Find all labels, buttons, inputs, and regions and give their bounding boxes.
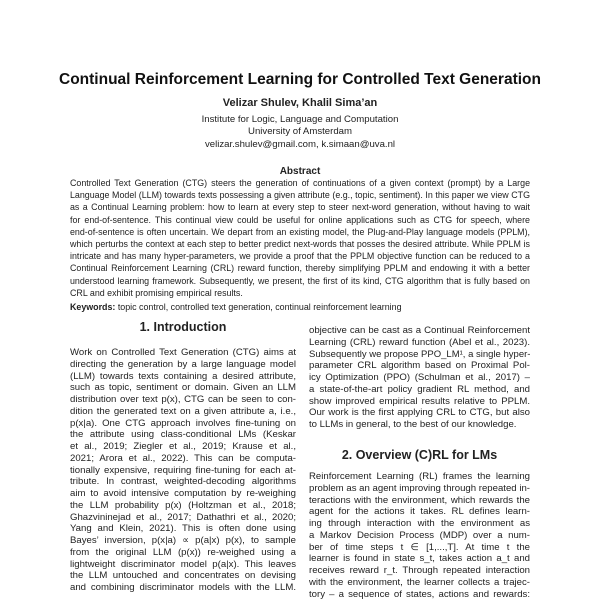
text-line: as a Continual Learning problem: how to learn at every step to steer next-word generation, without having to wait <box>70 202 530 213</box>
text-line: receives reward r_t. Through repeated interaction <box>309 565 530 576</box>
text-line: a Markov Decision Process (MDP) over a num- <box>309 529 530 541</box>
text-line: Our work is the first applying CRL to CTG, but also <box>309 407 530 419</box>
text-line: intricate and has many hyper-parameters, we provide a proof that the PPLM objective function can be reduced to a <box>70 251 530 262</box>
text-line: from the original LLM (p(x)) re-weighed using a <box>70 546 296 558</box>
text-line: Work on Controlled Text Generation (CTG) aims at <box>70 347 296 358</box>
text-line: show improved empirical results relative to PPLM. <box>309 395 530 407</box>
text-line: Controlled Text Generation (CTG) steers the generation of continuations of a given context (prompt) by a Large <box>70 178 530 188</box>
text-line: dition the generated text on a given attribute a, i.e., <box>70 405 296 417</box>
text-line: Reinforcement Learning (RL) frames the learning <box>309 471 530 482</box>
text-line: icy Optimization (PPO) (Schulman et al., 2017) – <box>309 372 530 383</box>
text-line: agent for the actions it takes. RL defines learn- <box>309 506 530 518</box>
keywords-label: Keywords: <box>70 302 116 312</box>
text-line: Yang and Klein, 2021). This is often done using <box>70 523 296 535</box>
paper-authors: Velizar Shulev, Khalil Sima’an <box>222 97 378 109</box>
text-line: tionally expensive, requiring fine-tuning for each at- <box>70 464 296 476</box>
author-emails: velizar.shulev@gmail.com, k.simaan@uva.nl <box>204 139 396 150</box>
text-line: with the environment, the learner collects a trajec- <box>309 576 530 588</box>
text-line: the attribute using class-conditional LMs (Keskar <box>70 429 296 441</box>
text-line: problem as an agent improving through repeated in- <box>309 482 530 494</box>
text-line: objective can be cast as a Continual Reinforcement <box>309 325 530 336</box>
text-line: tribute. In contrast, weighted-decoding algorithms <box>70 476 296 488</box>
text-line: such as topic, sentiment or domain. Given an LLM <box>70 382 296 394</box>
abstract-heading: Abstract <box>279 166 321 177</box>
text-line: parameter CRL algorithm based on Proximal Pol- <box>309 360 530 372</box>
affiliation-university: University of Amsterdam <box>248 126 352 137</box>
text-line: Language Model (LLM) towards texts possessing a given attribute (e.g., topic, sentiment). In this paper we view CTG <box>70 190 530 201</box>
text-line: aim to avoid intensive computation by re-weighing <box>70 488 296 499</box>
text-line: the LLM untouched and concentrates on devising <box>70 570 296 582</box>
keywords <box>70 302 402 312</box>
text-line: a state-of-the-art policy gradient RL method, and <box>309 383 530 395</box>
text-line: directing the generation by a large language model <box>70 358 296 370</box>
text-line: the LLM probability p(x) (Holtzman et al., 2018; <box>70 499 296 511</box>
text-line: ber of time steps t ∈ [1,...,T]. At time t the <box>309 541 530 553</box>
text-line: Ghazvininejad et al., 2017; Dathathri et al., 2020; <box>70 511 296 523</box>
text-line: p(x|a). One CTG approach involves fine-tuning on <box>70 417 296 429</box>
text-line: et al., 2019; Ziegler et al., 2019; Krause et al., <box>70 441 296 452</box>
section-1-heading: 1. Introduction <box>139 320 227 334</box>
text-line: which perturbs the context at each step to better predict next-words that posses the desired attribute. While PPLM is <box>70 239 530 249</box>
text-line: learner is found in state s_t, takes action a_t and <box>309 553 530 565</box>
section-2-heading: 2. Overview (C)RL for LMs <box>341 448 498 462</box>
text-line: understood learning framework. Subsequently, we present, the first of its kind, CTG algorithm that is fully based on <box>70 275 530 286</box>
text-line: teractions with the environment, which rewards the <box>309 494 530 506</box>
keywords-text: topic control, controlled text generation, continual reinforcement learning <box>117 302 402 312</box>
text-line: Subsequently we propose PPO_LM¹, a single hyper- <box>309 348 531 360</box>
text-line: CRL and exhibit promising empirical results. <box>70 287 243 298</box>
text-line: to LLMs in general, to the best of our knowledge. <box>309 419 517 430</box>
text-line: tory – a sequence of states, actions and rewards: <box>309 588 530 600</box>
text-line: (LLM) towards texts containing a desired attribute, <box>70 370 296 382</box>
text-line: distribution over text p(x), CTG can be seen to con- <box>70 394 296 405</box>
text-line: 2021; Arora et al., 2022). This can be computa- <box>70 452 296 464</box>
text-line: lightweight discriminator model p(a|x). This leaves <box>70 558 296 570</box>
text-line: Learning (CRL) reward function (Abel et al., 2023). <box>309 336 530 348</box>
text-line: for end-of-sentence. This continual view could be useful for online applications such as CTG for speech, where <box>70 214 530 225</box>
text-line: Bayes’ inversion, p(x|a) ∝ p(a|x) p(x), to sample <box>70 535 296 546</box>
paper-title: Continual Reinforcement Learning for Controlled Text Generation <box>59 71 541 88</box>
text-line: and combining discriminator models with the LLM. <box>70 582 296 593</box>
text-line: Continual Reinforcement Learning (CRL) reward function, thereby simplifying PPLM and endowing it with a better <box>70 263 530 274</box>
affiliation-institute: Institute for Logic, Language and Computation <box>201 114 399 125</box>
text-line: end-of-sentence is often uncertain. We depart from an existing model, the Plug-and-Play language models (PPLM), <box>70 226 530 237</box>
text-line: ing through interaction with the environment as <box>309 518 530 529</box>
